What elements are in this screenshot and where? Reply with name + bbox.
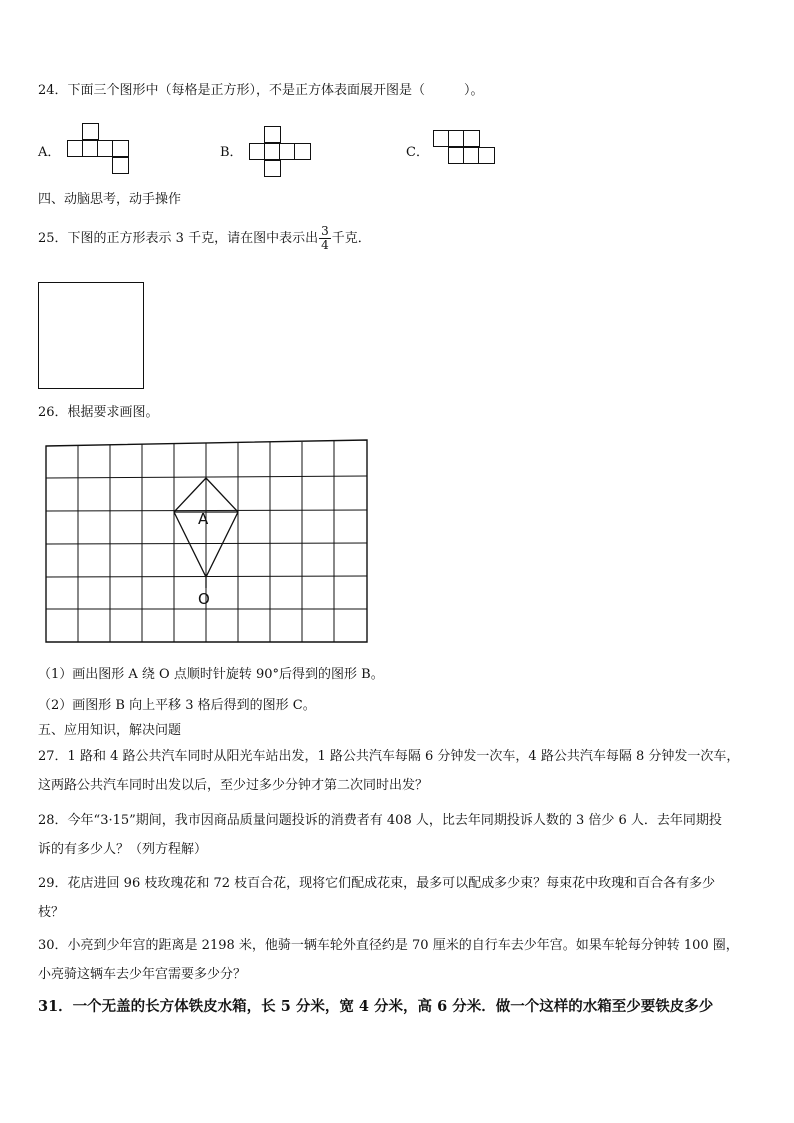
q25-after: 千克．: [331, 231, 371, 246]
q24-text: 24．下面三个图形中（每格是正方形），不是正方体表面展开图是（ ）。: [38, 83, 484, 98]
q26-sub1: （1）画出图形 A 绕 O 点顺时针旋转 90°后得到的图形 B。: [38, 667, 384, 682]
q29-line2: 枝？: [38, 905, 65, 920]
q27-line2: 这两路公共汽车同时出发以后，至少过多少分钟才第二次同时出发？: [38, 778, 429, 793]
option-a-label: A．: [38, 145, 61, 160]
q28-line1: 28．今年“3·15”期间，我市因商品质量问题投诉的消费者有 408 人，比去年同期投诉人数的 3 倍少 6 人．去年同期投: [38, 813, 722, 828]
q26-title: 26．根据要求画图。: [38, 405, 159, 420]
q31-line1: 31．一个无盖的长方体铁皮水箱，长 5 分米，宽 4 分米，高 6 分米．做一个这样的水箱至少要铁皮多少: [38, 998, 714, 1015]
section-5-heading: 五、应用知识，解决问题: [38, 723, 182, 738]
q30-line2: 小亮骑这辆车去少年宫需要多少分？: [38, 967, 247, 982]
option-c-label: C．: [406, 145, 429, 160]
fraction-numerator: 3: [321, 224, 329, 238]
option-b-label: B．: [220, 145, 243, 160]
fraction: [319, 225, 331, 252]
section-4-heading: 四、动脑思考，动手操作: [38, 192, 182, 207]
grid-figure: [44, 438, 370, 644]
fraction-denominator: 4: [321, 238, 329, 252]
point-o-label: O: [198, 590, 210, 608]
q26-sub2: （2）画图形 B 向上平移 3 格后得到的图形 C。: [38, 698, 316, 713]
q25-text: [38, 224, 371, 254]
q25-before: 25．下图的正方形表示 3 千克，请在图中表示出: [38, 231, 319, 246]
q30-line1: 30．小亮到少年宫的距离是 2198 米，他骑一辆车轮外直径约是 70 厘米的自行车去少年宫。如果车轮每分钟转 100 圈，: [38, 938, 739, 953]
point-a-label: A: [198, 510, 209, 528]
square-3kg: [38, 282, 144, 389]
q29-line1: 29．花店进回 96 枝玫瑰花和 72 枝百合花，现将它们配成花束，最多可以配成多少束？每束花中玫瑰和百合各有多少: [38, 876, 716, 891]
q28-line2: 诉的有多少人？（列方程解）: [38, 842, 208, 857]
q27-line1: 27．1 路和 4 路公共汽车同时从阳光车站出发，1 路公共汽车每隔 6 分钟发一次车，4 路公共汽车每隔 8 分钟发一次车，: [38, 749, 740, 764]
